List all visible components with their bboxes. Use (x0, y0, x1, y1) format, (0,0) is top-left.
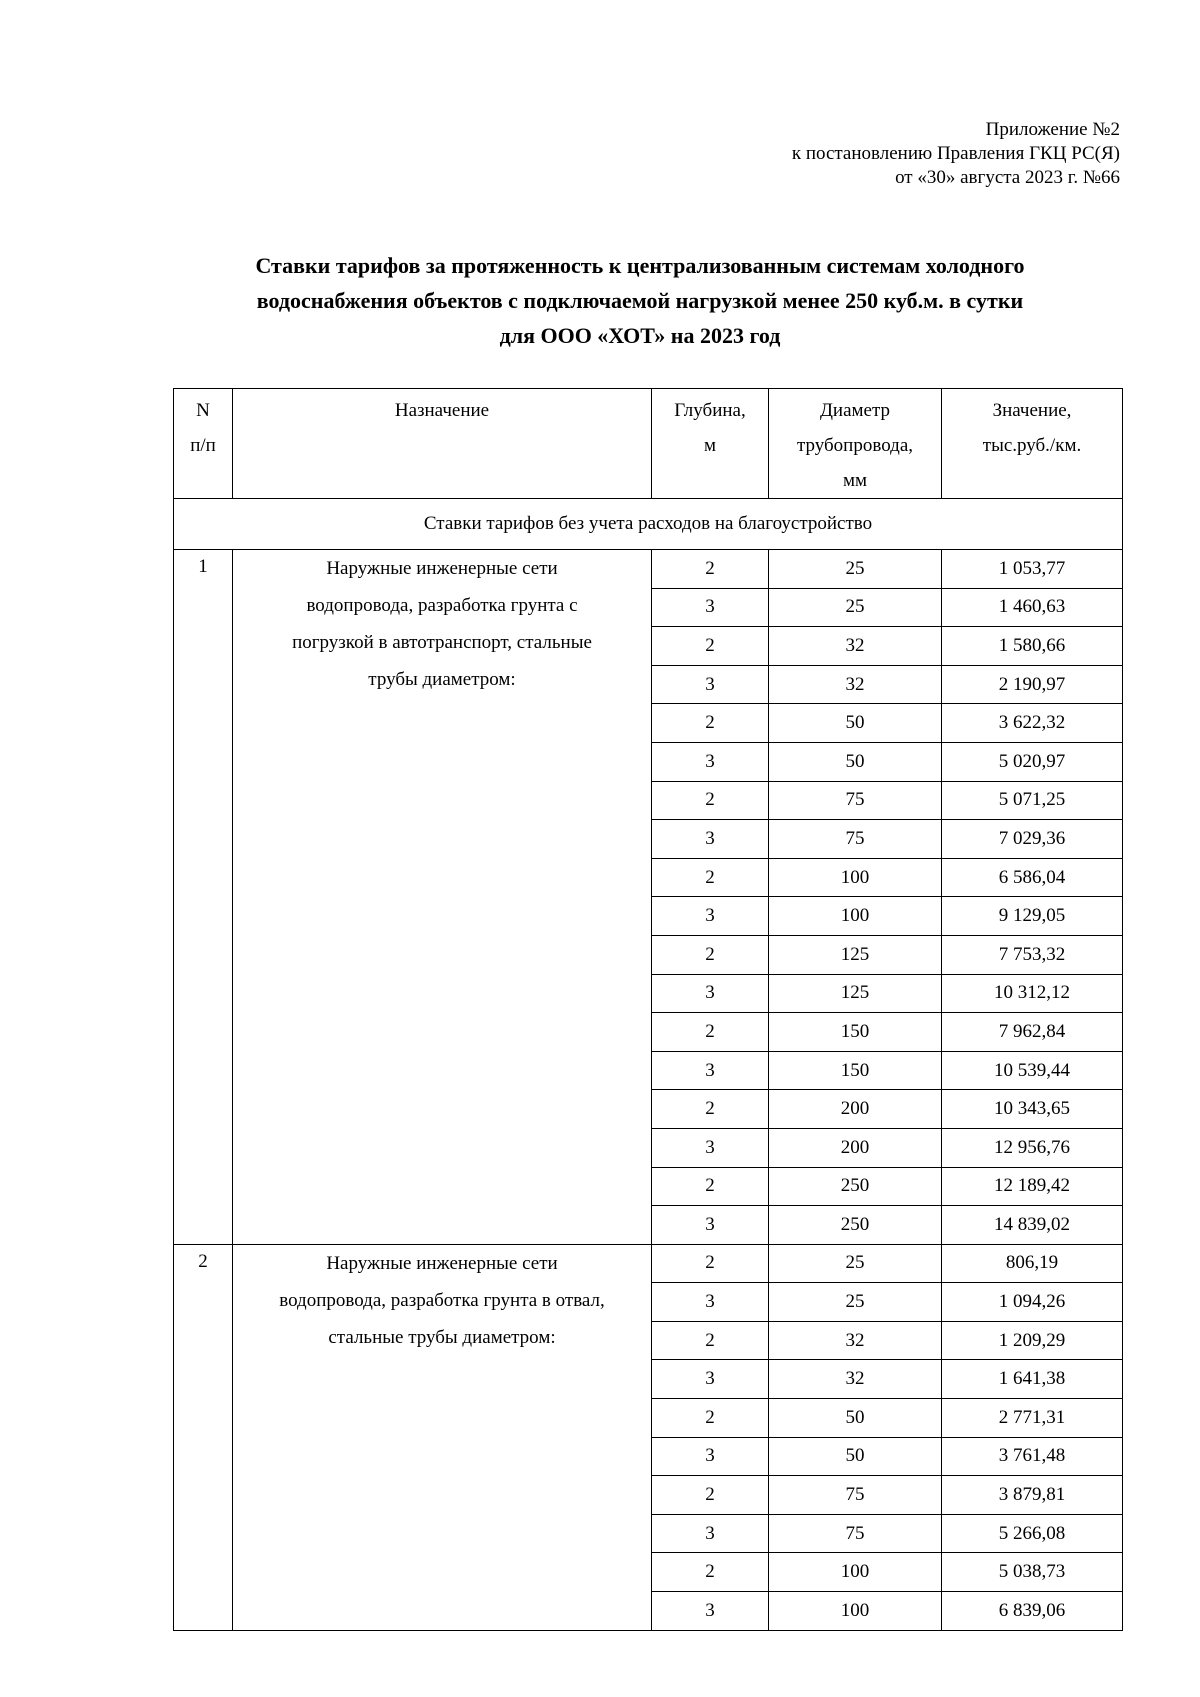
depth-cell: 3 (652, 588, 769, 627)
depth-cell: 3 (652, 1051, 769, 1090)
purpose-line: погрузкой в автотранспорт, стальные (292, 632, 592, 653)
purpose-cell (233, 550, 652, 1245)
annex-resolution: к постановлению Правления ГКЦ РС(Я) (791, 143, 1120, 164)
diameter-cell: 32 (769, 1321, 942, 1360)
value-cell: 12 956,76 (942, 1128, 1123, 1167)
section-title: Ставки тарифов без учета расходов на благоустройство (174, 499, 1123, 550)
diameter-cell: 200 (769, 1128, 942, 1167)
depth-cell: 2 (652, 935, 769, 974)
document-title (160, 248, 1120, 353)
value-cell: 5 038,73 (942, 1553, 1123, 1592)
diameter-cell: 250 (769, 1167, 942, 1206)
depth-cell: 3 (652, 1128, 769, 1167)
value-cell: 806,19 (942, 1244, 1123, 1283)
value-cell: 3 622,32 (942, 704, 1123, 743)
value-cell: 14 839,02 (942, 1206, 1123, 1245)
diameter-cell: 75 (769, 1476, 942, 1515)
depth-cell: 2 (652, 1244, 769, 1283)
table-row (174, 1244, 1123, 1283)
depth-cell: 2 (652, 1476, 769, 1515)
value-cell: 1 209,29 (942, 1321, 1123, 1360)
depth-cell: 2 (652, 704, 769, 743)
header-num: N п/п (174, 389, 233, 499)
diameter-cell: 100 (769, 1592, 942, 1631)
diameter-cell: 150 (769, 1013, 942, 1052)
diameter-cell: 100 (769, 897, 942, 936)
value-cell: 3 761,48 (942, 1437, 1123, 1476)
diameter-cell: 32 (769, 1360, 942, 1399)
purpose-line: водопровода, разработка грунта в отвал, (279, 1289, 605, 1311)
diameter-cell: 100 (769, 858, 942, 897)
value-cell: 10 539,44 (942, 1051, 1123, 1090)
value-cell: 1 460,63 (942, 588, 1123, 627)
depth-cell: 3 (652, 1206, 769, 1245)
depth-cell: 3 (652, 897, 769, 936)
header-diameter: Диаметр трубопровода, мм (769, 389, 942, 499)
depth-cell: 2 (652, 1090, 769, 1129)
value-cell: 2 190,97 (942, 665, 1123, 704)
section-row (174, 499, 1123, 550)
annex-date: от «30» августа 2023 г. №66 (895, 167, 1120, 188)
tariff-table (173, 388, 1123, 1631)
diameter-cell: 75 (769, 1514, 942, 1553)
value-cell: 3 879,81 (942, 1476, 1123, 1515)
value-cell: 2 771,31 (942, 1399, 1123, 1438)
value-cell: 7 962,84 (942, 1013, 1123, 1052)
diameter-cell: 200 (769, 1090, 942, 1129)
value-cell: 7 753,32 (942, 935, 1123, 974)
depth-cell: 3 (652, 665, 769, 704)
value-cell: 10 343,65 (942, 1090, 1123, 1129)
value-cell: 1 580,66 (942, 627, 1123, 666)
depth-cell: 2 (652, 1321, 769, 1360)
diameter-cell: 250 (769, 1206, 942, 1245)
purpose-cell (233, 1244, 652, 1630)
depth-cell: 3 (652, 1514, 769, 1553)
diameter-cell: 50 (769, 1399, 942, 1438)
annex-header (792, 118, 1120, 190)
depth-cell: 2 (652, 781, 769, 820)
header-purpose: Назначение (233, 389, 652, 499)
value-cell: 6 586,04 (942, 858, 1123, 897)
value-cell: 10 312,12 (942, 974, 1123, 1013)
depth-cell: 3 (652, 742, 769, 781)
depth-cell: 2 (652, 550, 769, 589)
value-cell: 9 129,05 (942, 897, 1123, 936)
row-number: 1 (174, 550, 233, 1245)
diameter-cell: 75 (769, 781, 942, 820)
depth-cell: 2 (652, 1399, 769, 1438)
diameter-cell: 32 (769, 627, 942, 666)
depth-cell: 3 (652, 974, 769, 1013)
depth-cell: 2 (652, 1013, 769, 1052)
purpose-line: водопровода, разработка грунта с (306, 595, 578, 616)
diameter-cell: 50 (769, 742, 942, 781)
diameter-cell: 25 (769, 588, 942, 627)
purpose-line: Наружные инженерные сети (326, 558, 558, 579)
header-value: Значение, тыс.руб./км. (942, 389, 1123, 499)
table-header-row (174, 389, 1123, 499)
annex-number: Приложение №2 (985, 119, 1120, 140)
title-line: водоснабжения объектов с подключаемой нагрузкой менее 250 куб.м. в сутки (256, 288, 1024, 313)
value-cell: 5 266,08 (942, 1514, 1123, 1553)
diameter-cell: 50 (769, 1437, 942, 1476)
diameter-cell: 100 (769, 1553, 942, 1592)
diameter-cell: 125 (769, 974, 942, 1013)
depth-cell: 2 (652, 1553, 769, 1592)
depth-cell: 3 (652, 1437, 769, 1476)
value-cell: 7 029,36 (942, 820, 1123, 859)
depth-cell: 3 (652, 1283, 769, 1322)
diameter-cell: 150 (769, 1051, 942, 1090)
purpose-line: трубы диаметром: (368, 669, 516, 690)
diameter-cell: 50 (769, 704, 942, 743)
value-cell: 12 189,42 (942, 1167, 1123, 1206)
value-cell: 6 839,06 (942, 1592, 1123, 1631)
table-row (174, 550, 1123, 589)
depth-cell: 2 (652, 627, 769, 666)
value-cell: 1 094,26 (942, 1283, 1123, 1322)
title-line: Ставки тарифов за протяженность к централизованным системам холодного (255, 253, 1025, 278)
diameter-cell: 125 (769, 935, 942, 974)
value-cell: 5 071,25 (942, 781, 1123, 820)
row-number: 2 (174, 1244, 233, 1630)
diameter-cell: 32 (769, 665, 942, 704)
depth-cell: 3 (652, 1360, 769, 1399)
purpose-line: Наружные инженерные сети (326, 1252, 558, 1274)
value-cell: 5 020,97 (942, 742, 1123, 781)
diameter-cell: 75 (769, 820, 942, 859)
value-cell: 1 641,38 (942, 1360, 1123, 1399)
header-depth: Глубина, м (652, 389, 769, 499)
diameter-cell: 25 (769, 550, 942, 589)
title-line: для ООО «ХОТ» на 2023 год (499, 323, 781, 348)
diameter-cell: 25 (769, 1283, 942, 1322)
purpose-line: стальные трубы диаметром: (328, 1326, 556, 1348)
diameter-cell: 25 (769, 1244, 942, 1283)
depth-cell: 3 (652, 820, 769, 859)
depth-cell: 2 (652, 1167, 769, 1206)
depth-cell: 3 (652, 1592, 769, 1631)
depth-cell: 2 (652, 858, 769, 897)
value-cell: 1 053,77 (942, 550, 1123, 589)
